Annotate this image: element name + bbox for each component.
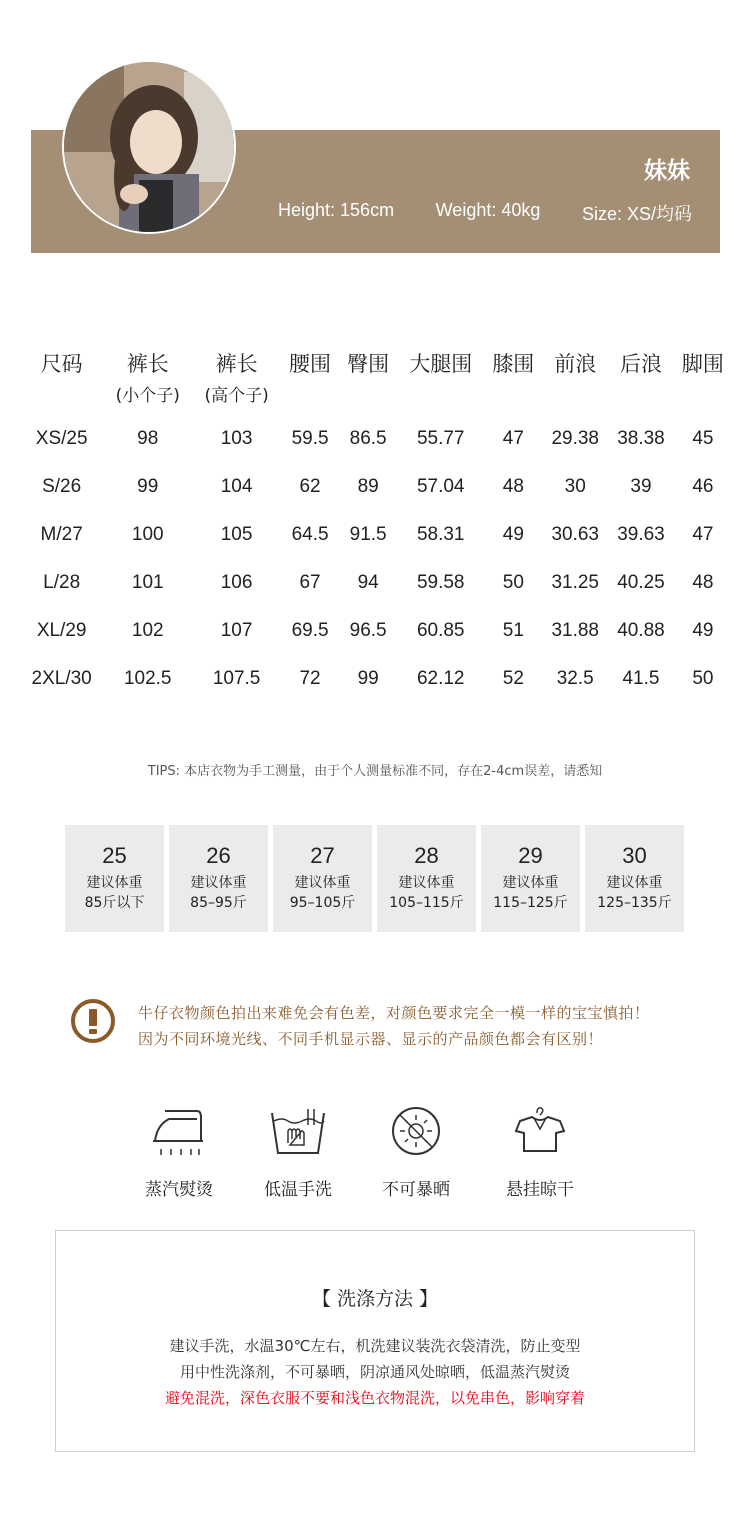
size-table-cell: 39 <box>630 476 652 497</box>
weight-box <box>377 825 476 932</box>
size-table-cell: 86.5 <box>349 428 387 449</box>
header-waist: 腰围 <box>289 352 332 376</box>
size-table-cell: 55.77 <box>416 428 465 449</box>
size-table-cell: 96.5 <box>349 620 387 641</box>
model-weight: Weight: 40kg <box>435 200 541 220</box>
size-table-cell: 50 <box>692 668 714 689</box>
washing-line: 用中性洗涤剂，不可暴晒，阴凉通风处晾晒，低温蒸汽熨烫 <box>179 1363 570 1381</box>
header-leg-opening: 脚围 <box>681 352 724 376</box>
measurement-tips: TIPS: 本店衣物为手工测量，由于个人测量标准不同，存在2-4cm误差，请悉知 <box>147 764 603 779</box>
size-table-cell: 104 <box>220 476 253 497</box>
weight-box-label: 建议体重 <box>606 875 663 891</box>
exclamation-icon <box>70 998 116 1044</box>
weight-box-range: 95–105斤 <box>289 895 356 911</box>
size-table-cell: 58.31 <box>416 524 465 545</box>
care-item <box>119 1105 239 1200</box>
model-height: Height: 156cm <box>278 200 395 220</box>
subheader-cell: (小个子) <box>115 386 180 406</box>
size-table-body <box>20 415 732 703</box>
size-table-cell: 99 <box>137 476 159 497</box>
size-table-cell: 52 <box>502 668 524 689</box>
size-table-cell: 30.63 <box>551 524 599 545</box>
care-label: 蒸汽熨烫 <box>145 1180 213 1200</box>
size-table-subheader-row <box>20 381 732 415</box>
header-thigh: 大腿围 <box>409 352 473 376</box>
size-table-cell: S/26 <box>42 476 82 497</box>
size-table-cell: 59.58 <box>416 572 465 593</box>
subheader-cell <box>608 381 674 415</box>
weight-box-size: 25 <box>102 843 127 868</box>
care-label: 不可暴晒 <box>382 1180 450 1200</box>
size-table-cell: 31.25 <box>551 572 599 593</box>
header-front-rise: 前浪 <box>554 352 597 376</box>
size-table-row <box>20 559 732 607</box>
size-table-cell: 106 <box>220 572 253 593</box>
subheader-cell <box>397 381 484 415</box>
size-table-cell: 94 <box>357 572 379 593</box>
size-table-cell: 39.63 <box>617 524 665 545</box>
size-table-cell: 57.04 <box>416 476 465 497</box>
steam-iron-icon <box>149 1105 209 1157</box>
header-length-tall: 裤长 <box>215 352 258 376</box>
care-item <box>356 1105 476 1200</box>
size-table-cell: 47 <box>502 428 524 449</box>
weight-box-range: 85–95斤 <box>190 895 247 911</box>
size-table-cell: 99 <box>357 668 379 689</box>
weight-box <box>65 825 164 932</box>
size-table-cell: 72 <box>299 668 321 689</box>
size-table-cell: 46 <box>692 476 714 497</box>
model-avatar <box>62 60 236 234</box>
size-table-cell: 107 <box>220 620 253 641</box>
size-table-cell: 41.5 <box>622 668 660 689</box>
weight-box-size: 26 <box>206 843 231 868</box>
size-table-cell: 32.5 <box>556 668 594 689</box>
washing-method-title: 【 洗涤方法 】 <box>311 1288 439 1310</box>
weight-box-range: 85斤以下 <box>84 895 145 911</box>
size-table-cell: 47 <box>692 524 714 545</box>
weight-box-label: 建议体重 <box>294 875 351 891</box>
washing-method-box <box>55 1230 695 1452</box>
color-notice-line: 因为不同环境光线、不同手机显示器、显示的产品颜色都会有区别！ <box>138 1030 604 1048</box>
size-table-cell: 64.5 <box>291 524 329 545</box>
size-table-cell: 67 <box>299 572 321 593</box>
size-table-cell: 40.25 <box>617 572 665 593</box>
size-table-cell: 62.12 <box>416 668 465 689</box>
subheader-cell <box>281 381 339 415</box>
size-table-cell: 107.5 <box>212 668 261 689</box>
size-table-cell: 49 <box>502 524 524 545</box>
subheader-cell <box>674 381 732 415</box>
care-label: 悬挂晾干 <box>506 1180 574 1200</box>
size-table-cell: M/27 <box>40 524 83 545</box>
size-table-cell: 51 <box>502 620 524 641</box>
size-table-cell: 50 <box>502 572 524 593</box>
subheader-cell: (高个子) <box>204 386 269 406</box>
weight-box-range: 125–135斤 <box>597 895 672 911</box>
size-table-cell: 48 <box>692 572 714 593</box>
weight-box <box>169 825 268 932</box>
size-table <box>20 345 732 703</box>
no-sun-icon <box>386 1105 446 1157</box>
weight-box <box>585 825 684 932</box>
weight-box-label: 建议体重 <box>398 875 455 891</box>
size-table-cell: 98 <box>137 428 159 449</box>
size-table-cell: 59.5 <box>291 428 329 449</box>
weight-box-size: 29 <box>518 843 543 868</box>
size-table-cell: 2XL/30 <box>31 668 92 689</box>
size-table-row <box>20 463 732 511</box>
header-back-rise: 后浪 <box>619 352 662 376</box>
weight-box-range: 115–125斤 <box>493 895 568 911</box>
color-notice <box>138 1000 650 1052</box>
size-table-cell: 45 <box>692 428 714 449</box>
size-table-cell: XS/25 <box>35 428 88 449</box>
size-table-cell: 40.88 <box>617 620 665 641</box>
header-length-short: 裤长 <box>126 352 169 376</box>
size-table-cell: 102 <box>131 620 164 641</box>
size-table-cell: 30 <box>564 476 586 497</box>
size-table-cell: 103 <box>220 428 253 449</box>
size-table-cell: 105 <box>220 524 253 545</box>
size-table-header-row <box>20 345 732 381</box>
washing-method-text <box>56 1333 694 1411</box>
care-item <box>238 1105 358 1200</box>
size-table-cell: 31.88 <box>551 620 599 641</box>
weight-suggestions <box>65 825 684 932</box>
weight-box <box>273 825 372 932</box>
size-table-cell: 48 <box>502 476 524 497</box>
weight-box-label: 建议体重 <box>190 875 247 891</box>
size-table-cell: 60.85 <box>416 620 465 641</box>
size-table-cell: 38.38 <box>617 428 665 449</box>
size-table-row <box>20 415 732 463</box>
model-size: Size: XS/均码 <box>581 204 692 224</box>
size-table-cell: 49 <box>692 620 714 641</box>
size-table-cell: 69.5 <box>291 620 329 641</box>
weight-box-size: 27 <box>310 843 335 868</box>
model-stats <box>278 200 692 226</box>
weight-box-label: 建议体重 <box>502 875 559 891</box>
care-label: 低温手洗 <box>264 1180 332 1200</box>
size-table-cell: L/28 <box>43 572 81 593</box>
weight-box-size: 28 <box>414 843 439 868</box>
weight-box <box>481 825 580 932</box>
size-table-row <box>20 511 732 559</box>
subheader-cell <box>339 381 397 415</box>
size-table-row <box>20 607 732 655</box>
size-table-cell: 101 <box>131 572 164 593</box>
hang-dry-icon <box>510 1105 570 1157</box>
size-table-cell: 29.38 <box>551 428 599 449</box>
model-name: 妹妹 <box>644 158 690 184</box>
size-table-cell: 91.5 <box>349 524 387 545</box>
size-table-cell: XL/29 <box>36 620 87 641</box>
size-table-row <box>20 655 732 703</box>
weight-box-size: 30 <box>622 843 647 868</box>
size-table-cell: 100 <box>131 524 164 545</box>
header-knee: 膝围 <box>492 352 535 376</box>
washing-line: 建议手洗，水温30℃左右，机洗建议装洗衣袋清洗，防止变型 <box>169 1337 581 1355</box>
weight-box-range: 105–115斤 <box>389 895 464 911</box>
hand-wash-icon <box>268 1105 328 1157</box>
care-item <box>480 1105 600 1200</box>
washing-warning-line: 避免混洗，深色衣服不要和浅色衣物混洗，以免串色，影响穿着 <box>164 1389 585 1407</box>
weight-box-label: 建议体重 <box>86 875 143 891</box>
header-size: 尺码 <box>40 352 83 376</box>
subheader-cell <box>484 381 542 415</box>
subheader-cell <box>542 381 608 415</box>
size-table-cell: 102.5 <box>123 668 172 689</box>
size-table-cell: 89 <box>357 476 379 497</box>
header-hip: 臀围 <box>347 352 390 376</box>
size-table-cell: 62 <box>299 476 321 497</box>
subheader-cell <box>20 381 103 415</box>
color-notice-line: 牛仔衣物颜色拍出来难免会有色差，对颜色要求完全一模一样的宝宝慎拍！ <box>138 1004 650 1022</box>
